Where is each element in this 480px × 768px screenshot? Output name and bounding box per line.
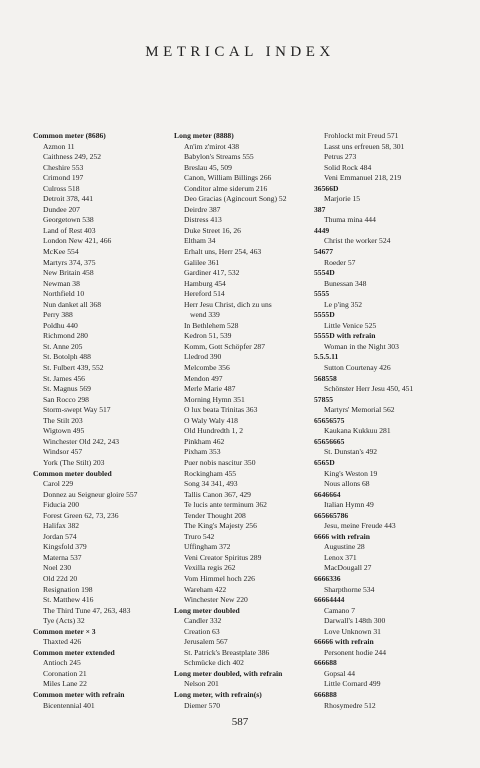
tune-entry: Carol 229 (43, 479, 74, 489)
tune-entry: Puer nobis nascitur 350 (184, 457, 256, 467)
tune-entry: Song 34 341, 493 (184, 479, 238, 489)
tune-entry: Richmond 280 (43, 331, 88, 341)
meter-heading: 6666336 (314, 573, 341, 583)
meter-heading: 5555 (314, 289, 330, 299)
meter-heading: 5555D with refrain (314, 331, 376, 341)
tune-entry: Old 22d 20 (43, 573, 78, 583)
tune-entry: Deirdre 387 (184, 204, 221, 214)
tune-entry: Darwall's 148th 300 (324, 616, 386, 626)
tune-entry: Thuma mina 444 (324, 215, 376, 225)
tune-entry: Tye (Acts) 32 (43, 616, 85, 626)
tune-entry: Schönster Herr Jesu 450, 451 (324, 384, 414, 394)
tune-entry: The King's Majesty 256 (184, 521, 257, 531)
tune-entry: Tender Thought 208 (184, 510, 246, 520)
tune-entry: Candler 332 (184, 616, 222, 626)
meter-heading: 4449 (314, 225, 330, 235)
index-column-3 (314, 131, 464, 711)
tune-entry: Melcombe 356 (184, 363, 230, 373)
tune-entry: Lasst uns erfreuen 58, 301 (324, 141, 405, 151)
tune-entry: Winchester Old 242, 243 (43, 436, 120, 446)
tune-entry: Veni Emmanuel 218, 219 (324, 173, 402, 183)
tune-entry: San Rocco 298 (43, 394, 89, 404)
tune-entry: Poldhu 440 (43, 320, 78, 330)
tune-entry: Wigtown 495 (43, 426, 85, 436)
tune-entry-continued: wend 339 (190, 310, 220, 320)
tune-entry: Jordan 574 (43, 531, 77, 541)
tune-entry: Kingsfold 379 (43, 542, 87, 552)
tune-entry: St. Fulbert 439, 552 (43, 363, 104, 373)
tune-entry: Merle Marie 487 (184, 384, 236, 394)
tune-entry: Personent hodie 244 (324, 647, 387, 657)
tune-entry: Roeder 57 (324, 257, 356, 267)
tune-entry: Gopsal 44 (324, 668, 356, 678)
meter-heading: 6565D (314, 457, 335, 467)
tune-entry: Petrus 273 (324, 152, 357, 162)
tune-entry: Azmon 11 (43, 141, 75, 151)
tune-entry: Materna 537 (43, 552, 82, 562)
tune-entry: Mendon 497 (184, 373, 223, 383)
meter-heading: 665665786 (314, 510, 349, 520)
tune-entry: Miles Lane 22 (43, 679, 87, 689)
tune-entry: Marjorie 15 (324, 194, 361, 204)
tune-entry: Land of Rest 403 (43, 225, 96, 235)
meter-heading: Long meter doubled (174, 605, 240, 615)
tune-entry: Augustine 28 (324, 542, 365, 552)
tune-entry: St. Patrick's Breastplate 386 (184, 647, 270, 657)
tune-entry: Vexilla regis 262 (184, 563, 236, 573)
meter-heading: 66664444 (314, 595, 345, 605)
meter-heading: 5.5.5.11 (314, 352, 339, 362)
tune-entry: Georgetown 538 (43, 215, 94, 225)
tune-entry: Little Venice 525 (324, 320, 377, 330)
tune-entry: Truro 542 (184, 531, 215, 541)
meter-heading: 387 (314, 204, 326, 214)
meter-heading: 5554D (314, 268, 335, 278)
tune-entry: York (The Stilt) 203 (43, 457, 105, 467)
tune-entry: Antioch 245 (43, 658, 81, 668)
tune-entry: Veni Creator Spiritus 289 (184, 552, 262, 562)
tune-entry: Sutton Courtenay 426 (324, 363, 391, 373)
tune-entry: Storm-swept Way 517 (43, 405, 111, 415)
tune-entry: Diemer 570 (184, 700, 221, 710)
tune-entry: Crimond 197 (43, 173, 84, 183)
meter-heading: 65656575 (314, 415, 345, 425)
meter-heading: 66666 with refrain (314, 637, 374, 647)
tune-entry: Detroit 378, 441 (43, 194, 93, 204)
tune-entry: Jerusalem 567 (184, 637, 228, 647)
tune-entry: St. Botolph 488 (43, 352, 91, 362)
tune-entry: Vom Himmel hoch 226 (184, 573, 255, 583)
tune-entry: Bicentennial 401 (43, 700, 95, 710)
tune-entry: Rockingham 455 (184, 468, 237, 478)
meter-heading: 6646664 (314, 489, 341, 499)
tune-entry: Caithness 249, 252 (43, 152, 102, 162)
tune-entry: Bunessan 348 (324, 278, 367, 288)
meter-heading: 666888 (314, 689, 337, 699)
tune-entry: MacDougall 27 (324, 563, 372, 573)
tune-entry: Forest Green 62, 73, 236 (43, 510, 119, 520)
meter-heading: Common meter with refrain (33, 689, 125, 699)
meter-heading: Common meter doubled (33, 468, 112, 478)
tune-entry: Wareham 422 (184, 584, 227, 594)
tune-entry: Frohlockt mit Freud 571 (324, 131, 399, 140)
tune-entry: St. James 456 (43, 373, 85, 383)
meter-heading: Common meter × 3 (33, 626, 96, 636)
tune-entry: Love Unknown 31 (324, 626, 381, 636)
meter-heading: Common meter (8686) (33, 131, 106, 140)
tune-entry: Le p'ing 352 (324, 299, 363, 309)
page-title: METRICAL INDEX (145, 44, 335, 60)
tune-entry: Erhalt uns, Herr 254, 463 (184, 247, 262, 257)
tune-entry: Conditor alme siderum 216 (184, 183, 268, 193)
meter-heading: Long meter doubled, with refrain (174, 668, 283, 678)
tune-entry: Resignation 198 (43, 584, 93, 594)
page-number: 587 (231, 716, 249, 728)
tune-entry: Nelson 201 (184, 679, 219, 689)
tune-entry: Deo Gracias (Agincourt Song) 52 (184, 194, 287, 204)
tune-entry: O lux beata Trinitas 363 (184, 405, 258, 415)
tune-entry: Duke Street 16, 26 (184, 225, 241, 235)
tune-entry: The Third Tune 47, 263, 483 (43, 605, 131, 615)
tune-entry: In Bethlehem 528 (184, 320, 239, 330)
tune-entry: Kaukana Kukkuu 281 (324, 426, 391, 436)
meter-heading: 54677 (314, 247, 333, 257)
tune-entry: The Stilt 203 (43, 415, 83, 425)
tune-entry: Camano 7 (324, 605, 356, 615)
index-column-2 (174, 131, 316, 711)
tune-entry: Donnez au Seigneur gloire 557 (43, 489, 138, 499)
tune-entry: Hereford 514 (184, 289, 225, 299)
tune-entry: Uffingham 372 (184, 542, 231, 552)
tune-entry: Old Hundredth 1, 2 (184, 426, 244, 436)
tune-entry: Nous allons 68 (324, 479, 370, 489)
index-column-1 (33, 131, 161, 711)
tune-entry: Fiducia 200 (43, 500, 80, 510)
tune-entry: Tallis Canon 367, 429 (184, 489, 251, 499)
tune-entry: Pixham 353 (184, 447, 221, 457)
tune-entry: Creation 63 (184, 626, 220, 636)
tune-entry: Lledrod 390 (184, 352, 222, 362)
tune-entry: St. Anne 205 (43, 341, 83, 351)
tune-entry: O Waly Waly 418 (184, 415, 238, 425)
tune-entry: Christ the worker 524 (324, 236, 391, 246)
tune-entry: Breslau 45, 509 (184, 162, 232, 172)
tune-entry: Eltham 34 (184, 236, 216, 246)
tune-entry: King's Weston 19 (324, 468, 378, 478)
tune-entry: St. Matthew 416 (43, 595, 94, 605)
tune-entry: New Britain 458 (43, 268, 94, 278)
tune-entry: McKee 554 (43, 247, 79, 257)
tune-entry: Komm, Gott Schöpfer 287 (184, 341, 265, 351)
tune-entry: Woman in the Night 303 (324, 341, 399, 351)
tune-entry: Little Cornard 499 (324, 679, 381, 689)
tune-entry: Northfield 10 (43, 289, 85, 299)
tune-entry: Cheshire 553 (43, 162, 84, 172)
tune-entry: Martyrs 374, 375 (43, 257, 96, 267)
tune-entry: Babylon's Streams 555 (184, 152, 254, 162)
meter-heading: Long meter, with refrain(s) (174, 689, 262, 699)
tune-entry: Distress 413 (184, 215, 222, 225)
meter-heading: 65656665 (314, 436, 345, 446)
tune-entry: Gardiner 417, 532 (184, 268, 240, 278)
tune-entry: Nun danket all 368 (43, 299, 101, 309)
tune-entry: Newman 38 (43, 278, 80, 288)
tune-entry: Dundee 207 (43, 204, 80, 214)
tune-entry: Halifax 382 (43, 521, 80, 531)
tune-entry: An'im z'mirot 438 (184, 141, 240, 151)
tune-entry: Canon, William Billings 266 (184, 173, 272, 183)
tune-entry: Te lucis ante terminum 362 (184, 500, 267, 510)
tune-entry: Noel 230 (43, 563, 72, 573)
tune-entry: Perry 388 (43, 310, 73, 320)
tune-entry: Sharpthorne 534 (324, 584, 375, 594)
tune-entry: Solid Rock 484 (324, 162, 372, 172)
meter-heading: 57855 (314, 394, 333, 404)
meter-heading: Common meter extended (33, 647, 115, 657)
meter-heading: Long meter (8888) (174, 131, 234, 140)
tune-entry: Thaxted 426 (43, 637, 82, 647)
tune-entry: London New 421, 466 (43, 236, 112, 246)
tune-entry: St. Magnus 569 (43, 384, 91, 394)
tune-entry: Jesu, meine Freude 443 (324, 521, 396, 531)
tune-entry: Herr Jesu Christ, dich zu uns (184, 299, 272, 309)
tune-entry: Pinkham 462 (184, 436, 225, 446)
tune-entry: Kedron 51, 539 (184, 331, 232, 341)
tune-entry: Schmücke dich 402 (184, 658, 244, 668)
tune-entry: Windsor 457 (43, 447, 83, 457)
tune-entry: Galilee 361 (184, 257, 220, 267)
tune-entry: Winchester New 220 (184, 595, 248, 605)
meter-heading: 666688 (314, 658, 337, 668)
meter-heading: 6666 with refrain (314, 531, 370, 541)
tune-entry: Italian Hymn 49 (324, 500, 374, 510)
tune-entry: Rhosymedre 512 (324, 700, 376, 710)
tune-entry: Martyrs' Memorial 562 (324, 405, 395, 415)
tune-entry: Coronation 21 (43, 668, 87, 678)
meter-heading: 5555D (314, 310, 335, 320)
meter-heading: 36566D (314, 183, 339, 193)
tune-entry: Lenox 371 (324, 552, 357, 562)
tune-entry: Culross 518 (43, 183, 80, 193)
tune-entry: Hamburg 454 (184, 278, 226, 288)
meter-heading: 568558 (314, 373, 337, 383)
tune-entry: Morning Hymn 351 (184, 394, 245, 404)
tune-entry: St. Dunstan's 492 (324, 447, 378, 457)
